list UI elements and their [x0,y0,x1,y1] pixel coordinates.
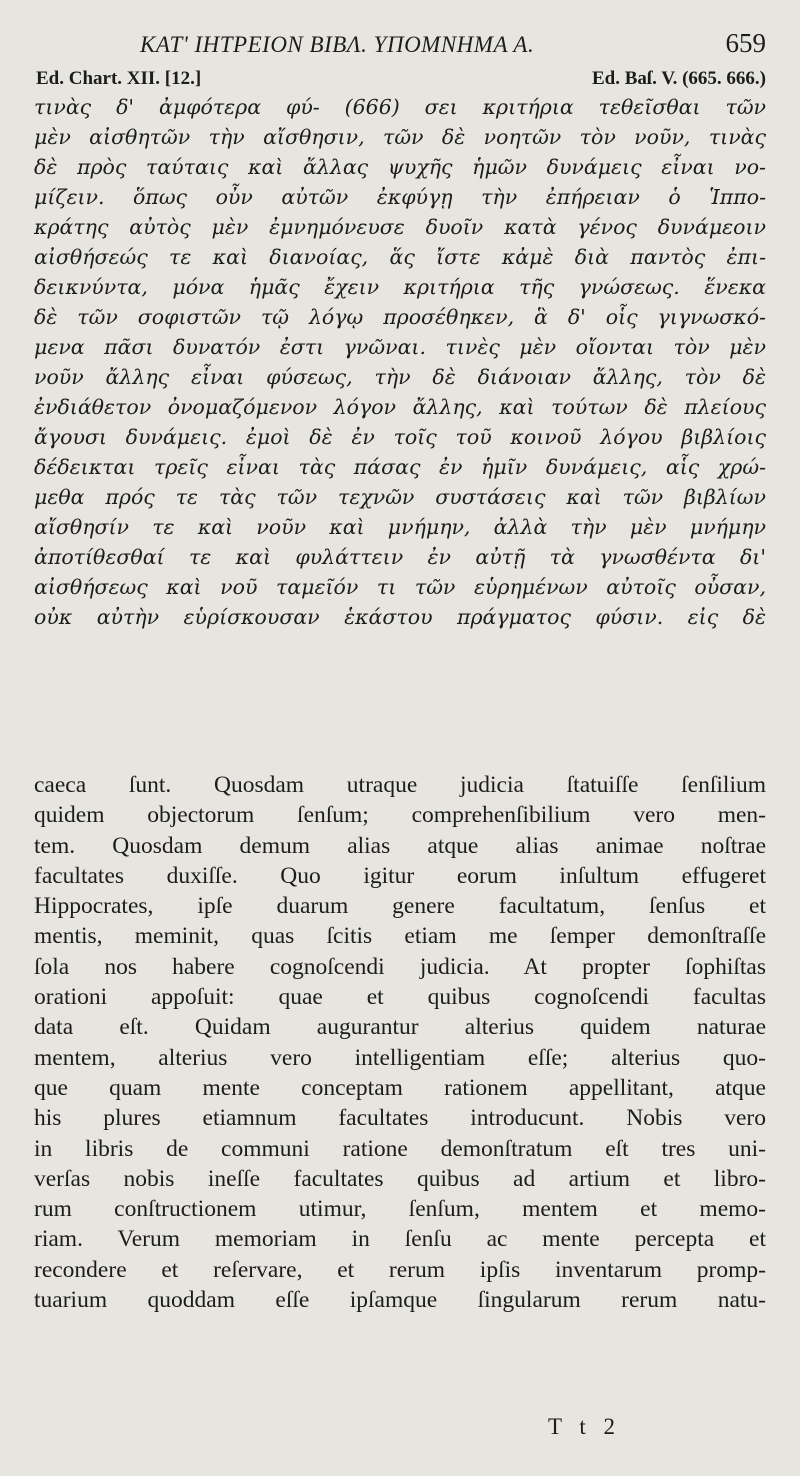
latin-line: orationi appoſuit: quae et quibus cognoſcendi facultas [34,984,766,1011]
latin-line: facultates duxiſſe. Quo igitur eorum inſultum effugeret [34,862,766,889]
greek-line: ἀποτίθεσθαί τε καὶ φυλάττειν ἐν αὐτῇ τὰ γνωσθέντα δι' [34,545,766,569]
running-head-title: ΚΑΤ' ΙΗΤΡΕΙΟΝ ΒΙΒΛ. ΥΠΟΜΝΗΜΑ Α. [140,32,535,57]
latin-line: tem. Quosdam demum alias atque alias animae noſtrae [34,832,766,859]
greek-line: αἰσθήσεώς τε καὶ διανοίας, ἅς ἴστε κἀμὲ διὰ παντὸς ἐπι- [34,245,766,269]
greek-line: δὲ τῶν σοφιστῶν τῷ λόγῳ προσέθηκεν, ἃ δ' οἷς γιγνωσκό- [34,305,766,329]
latin-line: his plures etiamnum facultates introducunt. Nobis vero [34,1105,766,1132]
latin-line: tuarium quoddam eſſe ipſamque ſingularum rerum natu- [34,1287,766,1314]
latin-text-block [34,770,766,1315]
latin-line: Hippocrates, ipſe duarum genere facultatum, ſenſus et [34,893,766,920]
edition-basel: Ed. Baſ. V. (665. 666.) [591,68,766,89]
greek-line: μὲν αἰσθητῶν τὴν αἴσθησιν, τῶν δὲ νοητῶν τὸν νοῦν, τινὰς [34,125,766,149]
latin-line: data eſt. Quidam augurantur alterius quidem naturae [34,1014,766,1041]
greek-line: ἄγουσι δυνάμεις. ἐμοὶ δὲ ἐν τοῖς τοῦ κοινοῦ λόγου βιβλίοις [34,425,766,449]
edition-chartier: Ed. Chart. XII. [12.] [36,68,202,89]
greek-line: δέδεικται τρεῖς εἶναι τὰς πάσας ἐν ἡμῖν δυνάμεις, αἷς χρώ- [34,455,766,479]
latin-line: verſas nobis ineſſe facultates quibus ad artium et libro- [34,1165,766,1192]
greek-text-block [34,92,766,632]
latin-line: quidem objectorum ſenſum; comprehenſibilium vero men- [34,802,766,829]
greek-line: τινὰς δ' ἀμφότερα φύ- (666) σει κριτήρια τεθεῖσθαι τῶν [34,95,766,119]
latin-line: caeca ſunt. Quosdam utraque judicia ſtatuiſſe ſenſilium [34,772,766,798]
greek-line: αἰσθήσεως καὶ νοῦ ταμεῖόν τι τῶν εὑρημένων αὐτοῖς οὖσαν, [34,575,766,599]
greek-line: αἴσθησίν τε καὶ νοῦν καὶ μνήμην, ἀλλὰ τὴν μὲν μνήμην [34,515,766,539]
latin-line: mentem, alterius vero intelligentiam eſſe; alterius quo- [34,1044,766,1071]
latin-line: ſola nos habere cognoſcendi judicia. At propter ſophiſtas [34,953,766,980]
greek-line: μενα πᾶσι δυνατόν ἐστι γνῶναι. τινὲς μὲν οἴονται τὸν μὲν [34,335,766,359]
edition-reference [36,68,766,94]
latin-line: mentis, meminit, quas ſcitis etiam me ſemper demonſtraſſe [34,923,766,950]
greek-line: μεθα πρός τε τὰς τῶν τεχνῶν συστάσεις καὶ τῶν βιβλίων [34,485,766,509]
greek-line: ἐνδιάθετον ὀνομαζόμενον λόγον ἄλλης, καὶ τούτων δὲ πλείους [34,395,766,419]
latin-line: riam. Verum memoriam in ſenſu ac mente percepta et [34,1226,766,1253]
greek-line: νοῦν ἄλλης εἶναι φύσεως, τὴν δὲ διάνοιαν ἄλλης, τὸν δὲ [34,365,766,389]
page-number: 659 [725,28,766,58]
latin-line: rum conſtructionem utimur, ſenſum, mentem et memo- [34,1196,766,1223]
greek-line: δὲ πρὸς ταύταις καὶ ἄλλας ψυχῆς ἡμῶν δυνάμεις εἶναι νο- [34,155,766,179]
running-head [0,28,800,64]
signature-mark: T t 2 [548,1414,622,1439]
greek-line: κράτης αὐτὸς μὲν ἐμνημόνευσε δυοῖν κατὰ γένος δυνάμεοιν [34,215,766,239]
greek-line: δεικνύντα, μόνα ἡμᾶς ἔχειν κριτήρια τῆς γνώσεως. ἕνεκα [34,275,766,299]
greek-line: μίζειν. ὅπως οὖν αὐτῶν ἐκφύγῃ τὴν ἐπήρειαν ὁ Ἱππο- [34,185,766,209]
latin-line: recondere et reſervare, et rerum ipſis inventarum promp- [34,1256,766,1283]
latin-line: que quam mente conceptam rationem appellitant, atque [34,1074,766,1101]
greek-line: οὐκ αὐτὴν εὑρίσκουσαν ἑκάστου πράγματος φύσιν. εἰς δὲ [34,605,766,629]
latin-line: in libris de communi ratione demonſtratum eſt tres uni- [34,1135,766,1162]
